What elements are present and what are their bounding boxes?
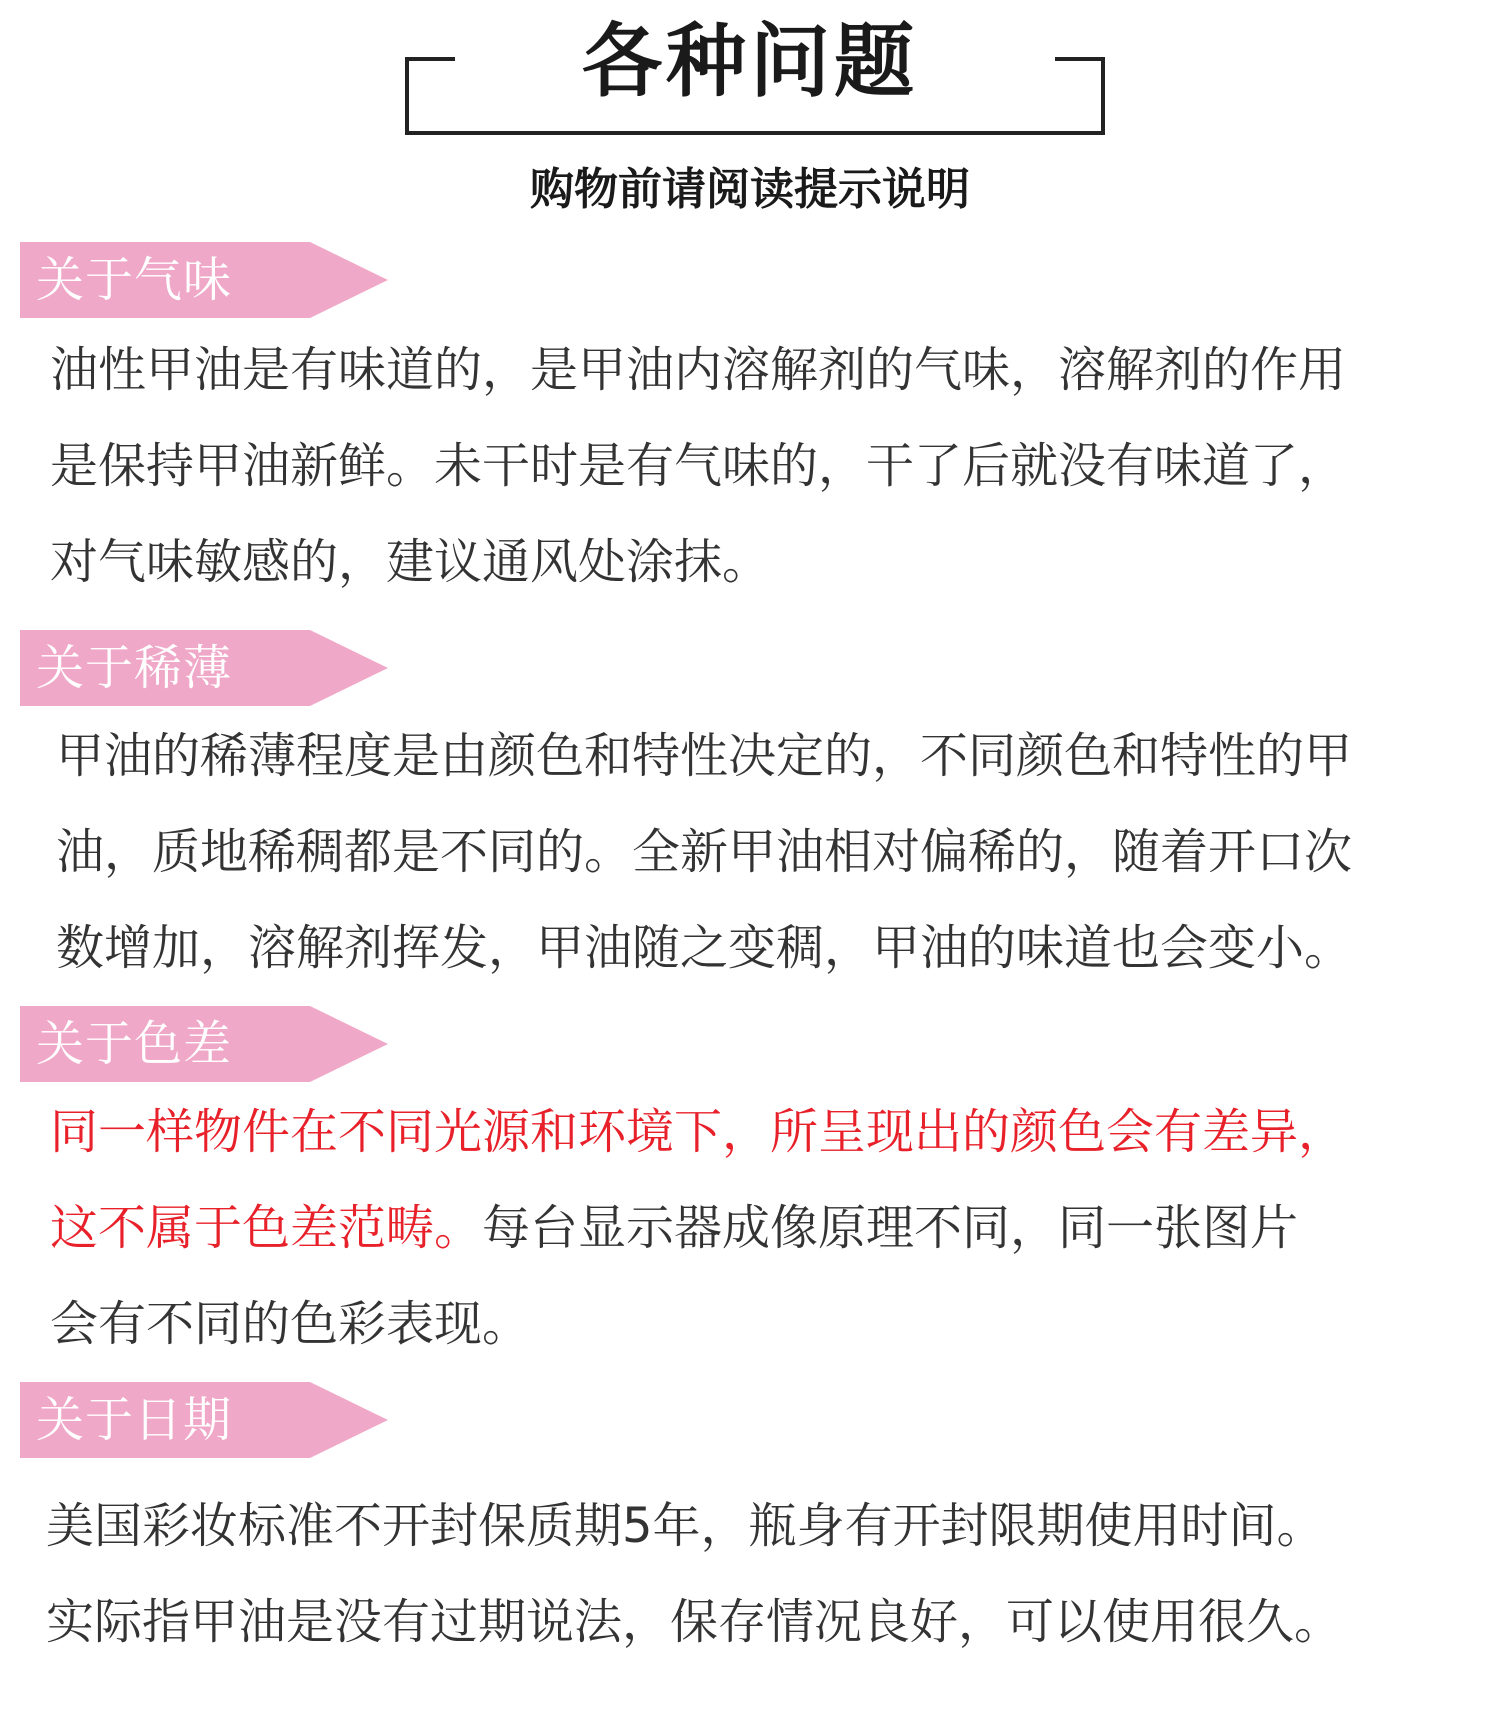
section-body-date <box>46 1478 1466 1670</box>
section-tag-date <box>20 1382 388 1458</box>
section-tag-label: 关于色差 <box>36 1016 233 1072</box>
body-line: 数增加，溶解剂挥发，甲油随之变稠，甲油的味道也会变小。 <box>56 920 1353 976</box>
highlight-text: 这不属于色差范畴。 <box>50 1200 483 1256</box>
page-header <box>0 0 1500 240</box>
body-line: 美国彩妆标准不开封保质期5年，瓶身有开封限期使用时间。 <box>46 1498 1325 1554</box>
section-tag-smell <box>20 242 388 318</box>
body-line: 油性甲油是有味道的，是甲油内溶解剂的气味，溶解剂的作用 <box>50 342 1347 398</box>
section-tag-label: 关于气味 <box>36 252 233 308</box>
body-line: 实际指甲油是没有过期说法，保存情况良好，可以使用很久。 <box>46 1594 1343 1650</box>
page-subtitle: 购物前请阅读提示说明 <box>530 164 970 215</box>
highlight-text: 同一样物件在不同光源和环境下，所呈现出的颜色会有差异， <box>50 1104 1347 1160</box>
body-line: 是保持甲油新鲜。未干时是有气味的，干了后就没有味道了， <box>50 438 1347 494</box>
body-text: 每台显示器成像原理不同，同一张图片 <box>482 1200 1299 1256</box>
body-line: 甲油的稀薄程度是由颜色和特性决定的，不同颜色和特性的甲 <box>56 728 1353 784</box>
section-tag-thickness <box>20 630 388 706</box>
section-tag-label: 关于稀薄 <box>36 640 233 696</box>
body-line: 油，质地稀稠都是不同的。全新甲油相对偏稀的，随着开口次 <box>56 824 1353 880</box>
body-line <box>50 1084 1470 1180</box>
body-line <box>50 1180 1470 1276</box>
section-body-smell <box>50 322 1470 610</box>
page-title: 各种问题 <box>582 15 918 108</box>
section-tag-label: 关于日期 <box>36 1392 233 1448</box>
body-line: 会有不同的色彩表现。 <box>50 1296 531 1352</box>
body-line: 对气味敏感的，建议通风处涂抹。 <box>50 534 771 590</box>
section-body-thickness <box>56 708 1476 996</box>
section-tag-color-difference <box>20 1006 388 1082</box>
section-body-color-difference <box>50 1084 1470 1372</box>
